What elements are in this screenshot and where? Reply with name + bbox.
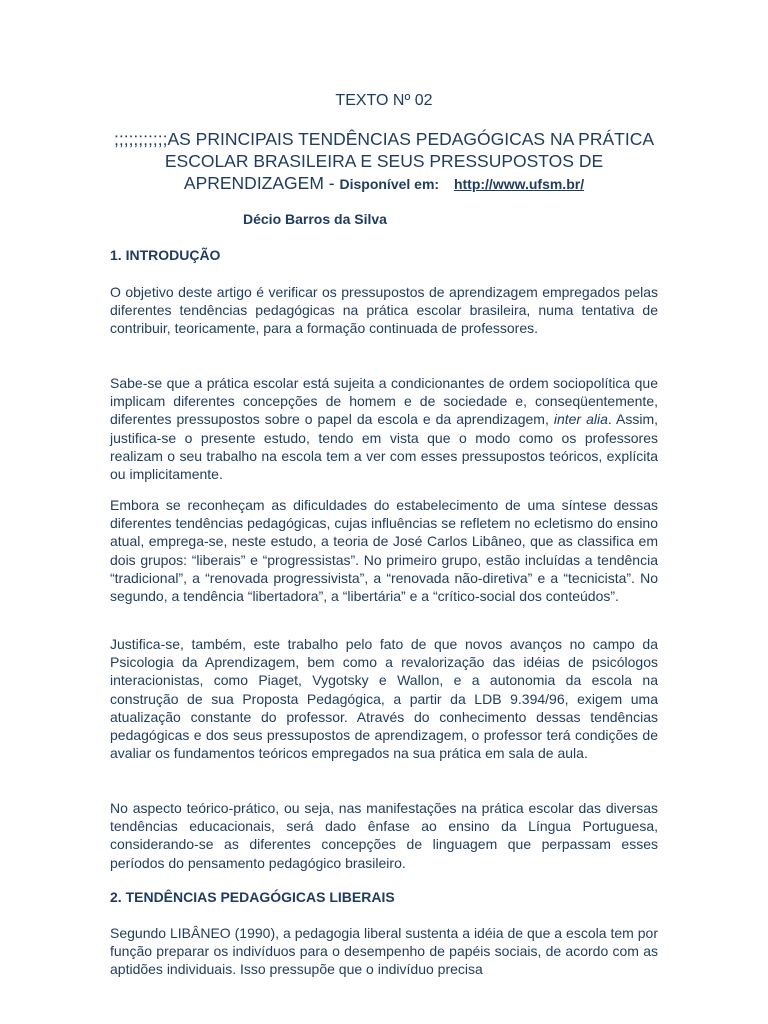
- document-subtitle: [100, 128, 668, 195]
- author-name: Décio Barros da Silva: [243, 211, 387, 227]
- available-label: Disponível em:: [339, 176, 440, 192]
- paragraph-3: Embora se reconheçam as dificuldades do estabelecimento de uma síntese dessas diferentes tendências pedagógicas, cujas influências se refletem no ecletismo do ensino atual, emprega-se, neste estudo, a teoria de José Carlos Libâneo, que as classifica em dois grupos: “liberais” e “progressistas”. No primeiro grupo, estão incluídas a tendência “tradicional”, a “renovada progressivista”, a “renovada não-diretiva” e a “tecnicista”. No segundo, a tendência “libertadora”, a “libertária” e a “crítico-social dos conteúdos”.: [110, 497, 658, 605]
- paragraph-2: [110, 374, 658, 483]
- paragraph-5: No aspecto teórico-prático, ou seja, nas manifestações na prática escolar das diversas tendências educacionais, será dado ênfase ao ensino da Língua Portuguesa, considerando-se as diferentes concepções de linguagem que perpassam esses períodos do pensamento pedagógico brasileiro.: [110, 800, 658, 871]
- document-title: TEXTO Nº 02: [335, 92, 433, 109]
- source-link[interactable]: http://www.ufsm.br/: [453, 176, 585, 192]
- section-heading-introduction: 1. INTRODUÇÃO: [110, 247, 221, 263]
- paragraph-2-text-end: . Assim, justifica-se o presente estudo, tendo em vista que o modo como os professores realizam o seu trabalho na escola tem a ver com esses pressupostos teóricos, explícita ou implicitamente.: [110, 411, 658, 483]
- paragraph-2-text-start: Sabe-se que a prática escolar está sujeita a condicionantes de ordem sociopolítica que implicam diferentes concepções de homem e de sociedade e, conseqüentemente, diferentes pressupostos sobre o papel da escola e da aprendizagem,: [110, 375, 658, 428]
- paragraph-1: O objetivo deste artigo é verificar os pressupostos de aprendizagem empregados pelas diferentes tendências pedagógicas na prática escolar brasileira, numa tentativa de contribuir, teoricamente, para a formação continuada de professores.: [110, 284, 658, 337]
- paragraph-6: Segundo LIBÂNEO (1990), a pedagogia liberal sustenta a idéia de que a escola tem por função preparar os indivíduos para o desempenho de papéis sociais, de acordo com as aptidões individuais. Isso pressupõe que o indivíduo precisa: [110, 925, 658, 978]
- subtitle-text: ;;;;;;;;;;;AS PRINCIPAIS TENDÊNCIAS PEDAGÓGICAS NA PRÁTICA ESCOLAR BRASILEIRA E SEUS PRESSUPOSTOS DE APRENDIZAGEM -: [113, 129, 655, 193]
- paragraph-4: Justifica-se, também, este trabalho pelo fato de que novos avanços no campo da Psicologia da Aprendizagem, bem como a revalorização das idéias de psicólogos interacionistas, como Piaget, Vygotsky e Wallon, e a autonomia da escola na construção de sua Proposta Pedagógica, a partir da LDB 9.394/96, exigem uma atualização constante do professor. Através do conhecimento dessas tendências pedagógicas e dos seus pressupostos de aprendizagem, o professor terá condições de avaliar os fundamentos teóricos empregados na sua prática em sala de aula.: [110, 636, 658, 762]
- section-heading-liberal-tendencies: 2. TENDÊNCIAS PEDAGÓGICAS LIBERAIS: [110, 889, 395, 905]
- paragraph-2-italic: inter alia: [553, 411, 608, 428]
